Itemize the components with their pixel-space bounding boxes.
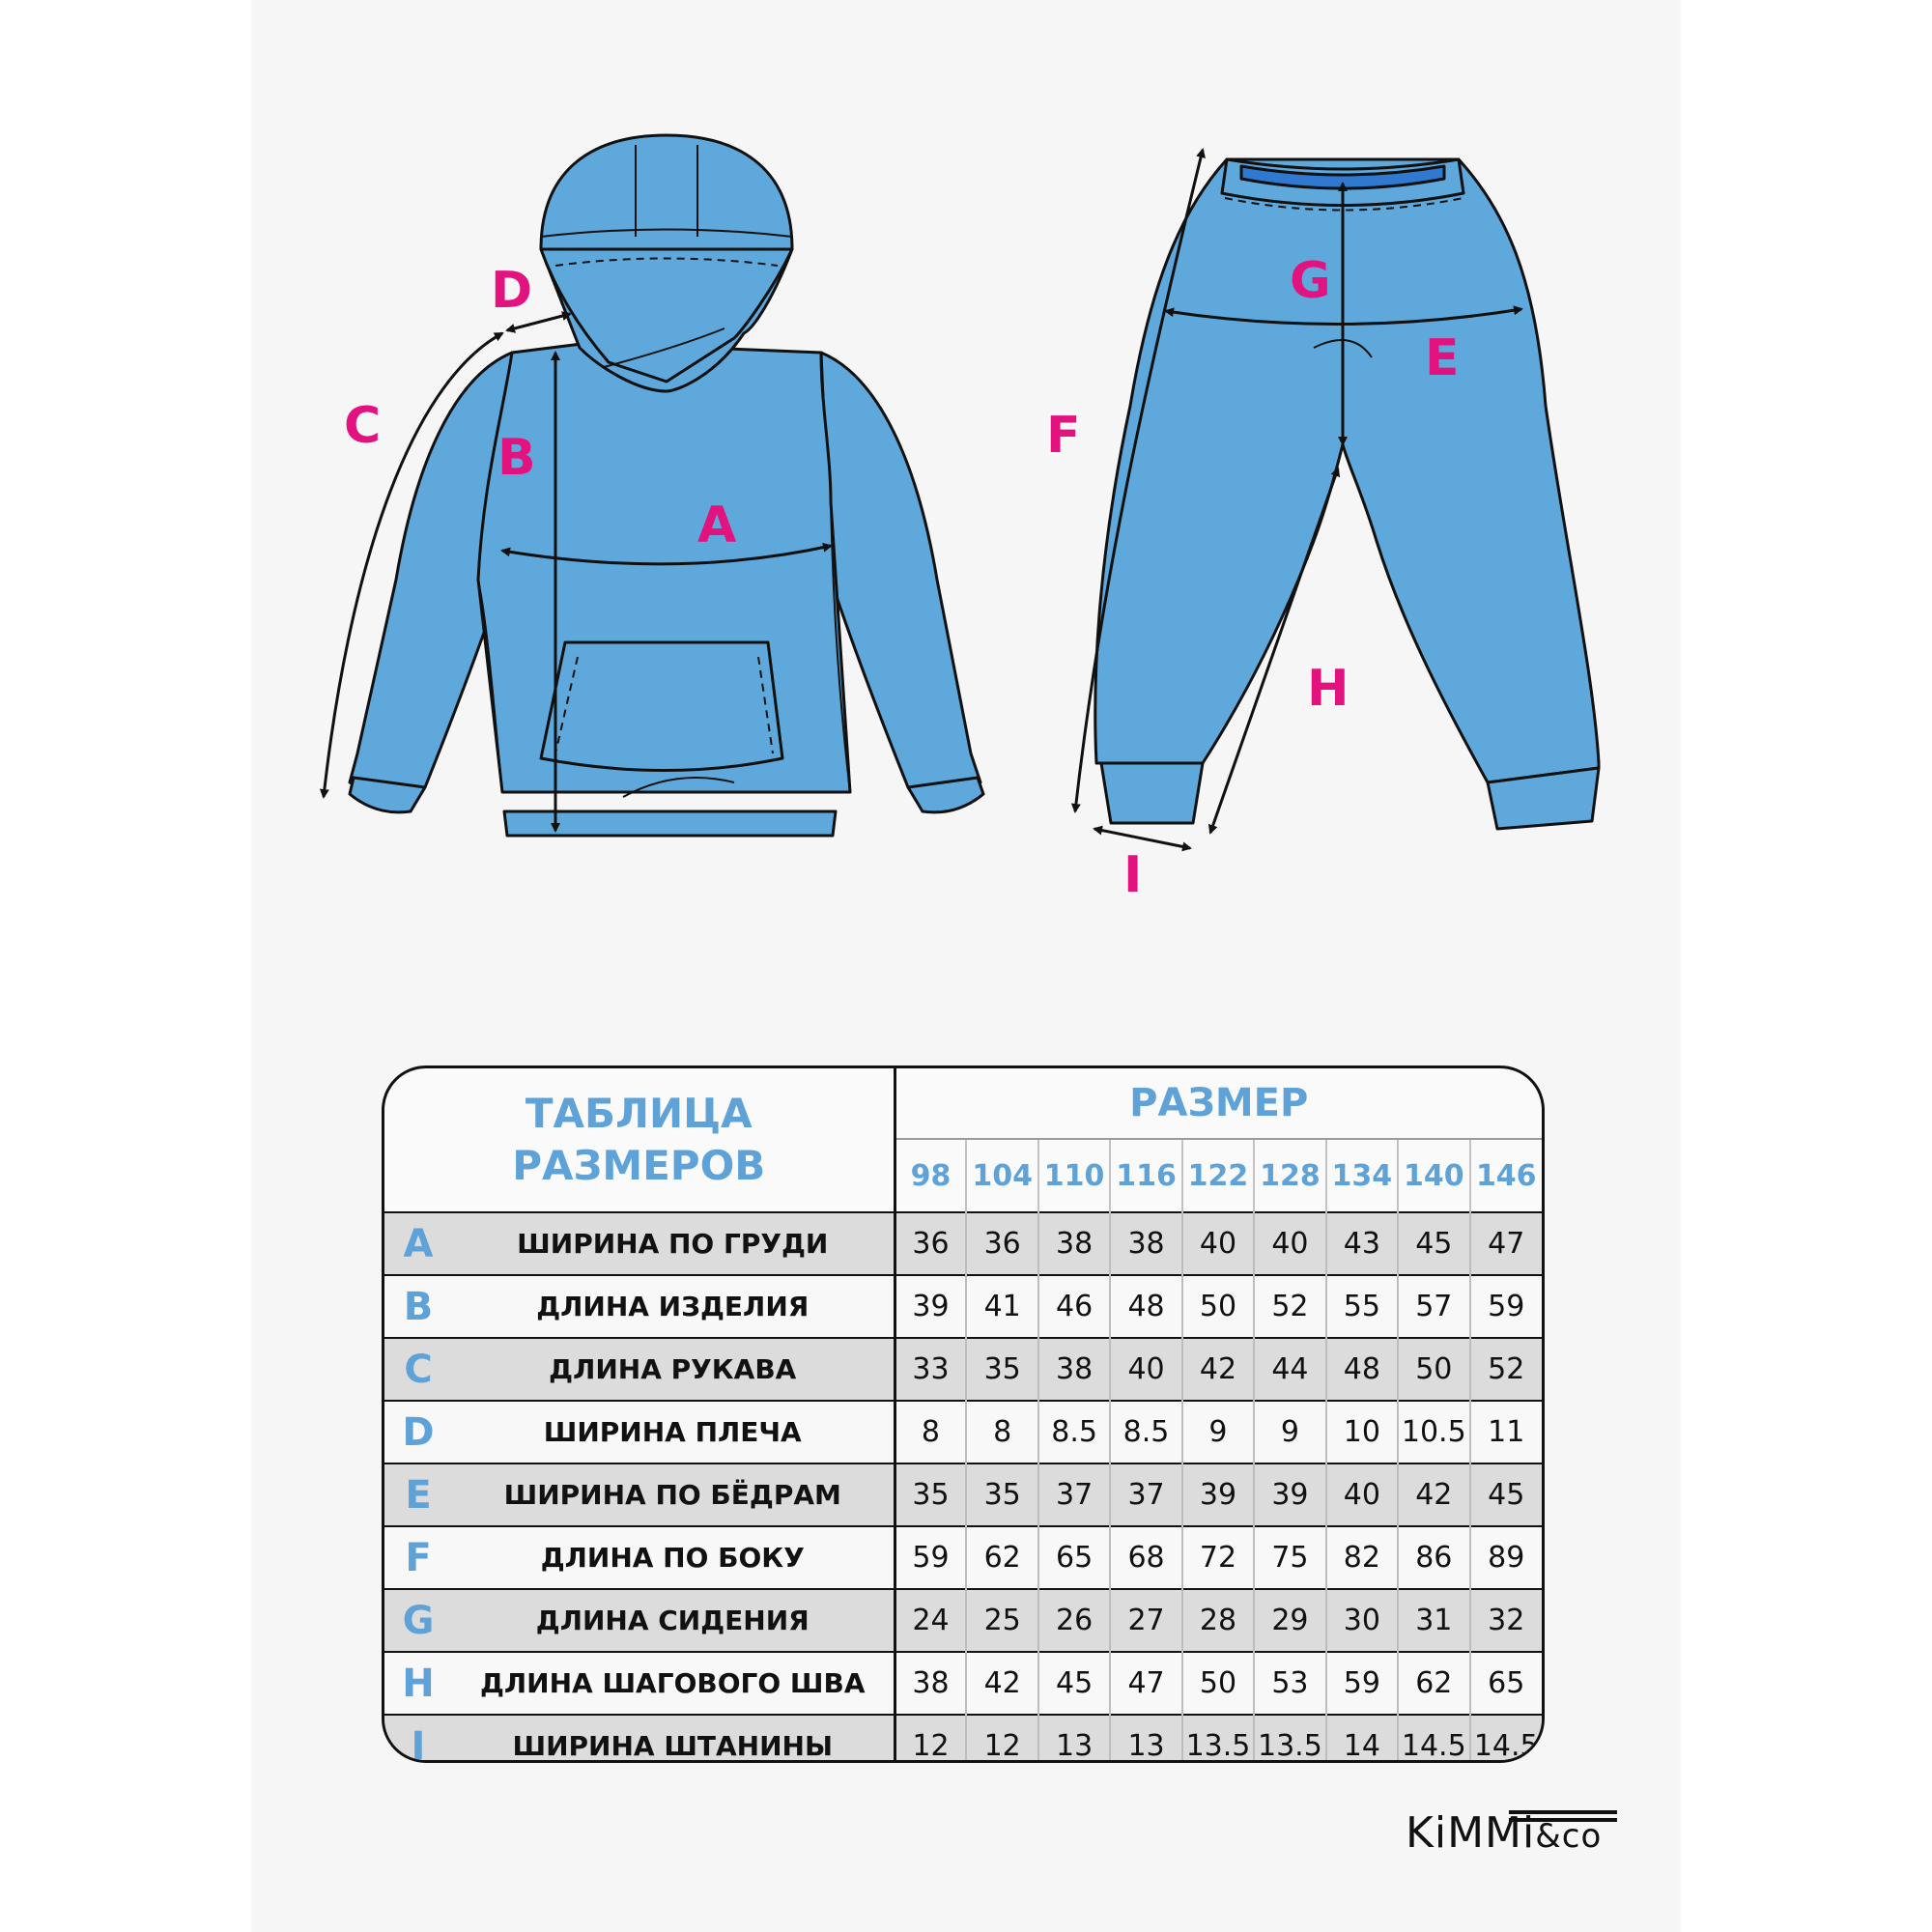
row-measurement-name: ШИРИНА ШТАНИНЫ <box>452 1715 895 1763</box>
row-value: 57 <box>1398 1275 1469 1338</box>
table-row <box>384 1401 1542 1463</box>
row-value: 32 <box>1470 1589 1543 1652</box>
row-letter: A <box>384 1212 452 1275</box>
row-value: 38 <box>895 1652 966 1715</box>
row-value: 36 <box>895 1212 966 1275</box>
row-value: 59 <box>1470 1275 1543 1338</box>
row-value: 37 <box>1110 1463 1181 1526</box>
row-value: 13.5 <box>1254 1715 1325 1763</box>
row-value: 10 <box>1326 1401 1398 1463</box>
row-value: 62 <box>1398 1652 1469 1715</box>
row-value: 26 <box>1038 1589 1110 1652</box>
row-value: 39 <box>1254 1463 1325 1526</box>
size-column-header: 128 <box>1254 1139 1325 1212</box>
size-column-header: 134 <box>1326 1139 1398 1212</box>
row-letter: B <box>384 1275 452 1338</box>
row-value: 12 <box>895 1715 966 1763</box>
row-value: 36 <box>966 1212 1037 1275</box>
row-value: 14 <box>1326 1715 1398 1763</box>
label-e: E <box>1425 329 1460 387</box>
row-letter: D <box>384 1401 452 1463</box>
table-row <box>384 1715 1542 1763</box>
row-value: 39 <box>1182 1463 1254 1526</box>
row-value: 52 <box>1254 1275 1325 1338</box>
row-measurement-name: ШИРИНА ПЛЕЧА <box>452 1401 895 1463</box>
row-measurement-name: ШИРИНА ПО ГРУДИ <box>452 1212 895 1275</box>
size-column-header: 122 <box>1182 1139 1254 1212</box>
size-column-header: 98 <box>895 1139 966 1212</box>
row-value: 29 <box>1254 1589 1325 1652</box>
table-row <box>384 1212 1542 1275</box>
table-row <box>384 1589 1542 1652</box>
row-value: 86 <box>1398 1526 1469 1589</box>
row-value: 52 <box>1470 1338 1543 1401</box>
hoodie-hem <box>504 811 836 836</box>
row-value: 40 <box>1182 1212 1254 1275</box>
row-value: 43 <box>1326 1212 1398 1275</box>
row-value: 48 <box>1110 1275 1181 1338</box>
row-value: 35 <box>966 1463 1037 1526</box>
row-value: 59 <box>895 1526 966 1589</box>
row-letter: G <box>384 1589 452 1652</box>
row-value: 37 <box>1038 1463 1110 1526</box>
row-value: 42 <box>1182 1338 1254 1401</box>
row-value: 13 <box>1110 1715 1181 1763</box>
row-measurement-name: ДЛИНА ИЗДЕЛИЯ <box>452 1275 895 1338</box>
row-measurement-name: ДЛИНА СИДЕНИЯ <box>452 1589 895 1652</box>
row-value: 72 <box>1182 1526 1254 1589</box>
row-value: 38 <box>1038 1212 1110 1275</box>
row-letter: E <box>384 1463 452 1526</box>
row-value: 11 <box>1470 1401 1543 1463</box>
size-column-header: 146 <box>1475 1158 1537 1193</box>
label-a: A <box>697 497 737 554</box>
label-g: G <box>1290 252 1331 310</box>
hoodie-drawing <box>350 135 983 836</box>
row-value: 53 <box>1254 1652 1325 1715</box>
row-value: 12 <box>966 1715 1037 1763</box>
row-value: 48 <box>1326 1338 1398 1401</box>
row-value: 47 <box>1470 1212 1543 1275</box>
table-row <box>384 1338 1542 1401</box>
row-value: 10.5 <box>1398 1401 1469 1463</box>
label-h: H <box>1307 660 1350 718</box>
row-value: 47 <box>1110 1652 1181 1715</box>
row-value: 44 <box>1254 1338 1325 1401</box>
row-measurement-name: ДЛИНА ПО БОКУ <box>452 1526 895 1589</box>
size-table-grid <box>384 1068 1542 1763</box>
row-value: 50 <box>1182 1652 1254 1715</box>
row-value: 50 <box>1182 1275 1254 1338</box>
row-value: 55 <box>1326 1275 1398 1338</box>
row-letter: H <box>384 1652 452 1715</box>
row-value: 45 <box>1470 1463 1543 1526</box>
row-value: 25 <box>966 1589 1037 1652</box>
row-value: 9 <box>1254 1401 1325 1463</box>
pants-left-cuff <box>1101 763 1203 823</box>
row-value: 33 <box>895 1338 966 1401</box>
label-i: I <box>1123 846 1143 904</box>
row-value: 35 <box>895 1463 966 1526</box>
row-value: 9 <box>1182 1401 1254 1463</box>
size-table <box>382 1065 1545 1763</box>
row-value: 50 <box>1398 1338 1469 1401</box>
row-value: 35 <box>966 1338 1037 1401</box>
row-value: 13.5 <box>1182 1715 1254 1763</box>
row-value: 42 <box>1398 1463 1469 1526</box>
row-value: 8 <box>895 1401 966 1463</box>
row-letter: C <box>384 1338 452 1401</box>
row-value: 59 <box>1326 1652 1398 1715</box>
table-title-line2: РАЗМЕРОВ <box>512 1142 766 1189</box>
row-value: 39 <box>895 1275 966 1338</box>
row-value: 40 <box>1326 1463 1398 1526</box>
table-row <box>384 1463 1542 1526</box>
brand-name: KiMMi <box>1406 1808 1536 1858</box>
size-header: РАЗМЕР <box>895 1068 1542 1139</box>
row-value: 38 <box>1038 1338 1110 1401</box>
table-title-line1: ТАБЛИЦА <box>525 1090 753 1137</box>
label-f: F <box>1046 407 1081 465</box>
label-c: C <box>344 397 382 455</box>
size-column-header: 116 <box>1110 1139 1181 1212</box>
row-value: 13 <box>1038 1715 1110 1763</box>
table-row <box>384 1275 1542 1338</box>
table-row <box>384 1526 1542 1589</box>
row-value: 62 <box>966 1526 1037 1589</box>
size-column-header: 140 <box>1398 1139 1469 1212</box>
brand-suffix: &co <box>1535 1817 1603 1856</box>
row-value: 30 <box>1326 1589 1398 1652</box>
row-value: 24 <box>895 1589 966 1652</box>
table-title <box>384 1068 895 1212</box>
row-value: 28 <box>1182 1589 1254 1652</box>
row-value: 45 <box>1038 1652 1110 1715</box>
row-value: 40 <box>1110 1338 1181 1401</box>
row-value: 27 <box>1110 1589 1181 1652</box>
row-value: 8.5 <box>1110 1401 1181 1463</box>
brand-logo <box>1406 1808 1602 1858</box>
row-letter: F <box>384 1526 452 1589</box>
table-body <box>384 1212 1542 1763</box>
pants-drawing <box>1095 159 1599 829</box>
row-value: 8.5 <box>1038 1401 1110 1463</box>
row-letter: I <box>384 1715 452 1763</box>
row-value: 45 <box>1398 1212 1469 1275</box>
table-row <box>384 1652 1542 1715</box>
row-value: 82 <box>1326 1526 1398 1589</box>
row-value: 65 <box>1038 1526 1110 1589</box>
row-value: 46 <box>1038 1275 1110 1338</box>
row-value: 38 <box>1110 1212 1181 1275</box>
row-value: 75 <box>1254 1526 1325 1589</box>
row-value: 65 <box>1470 1652 1543 1715</box>
size-column-header: 104 <box>966 1139 1037 1212</box>
size-column-header: 110 <box>1038 1139 1110 1212</box>
row-value: 14.5 <box>1470 1715 1543 1763</box>
row-value: 40 <box>1254 1212 1325 1275</box>
row-measurement-name: ШИРИНА ПО БЁДРАМ <box>452 1463 895 1526</box>
row-value: 31 <box>1398 1589 1469 1652</box>
label-b: B <box>497 429 536 487</box>
row-value: 14.5 <box>1398 1715 1469 1763</box>
row-value: 42 <box>966 1652 1037 1715</box>
row-measurement-name: ДЛИНА ШАГОВОГО ШВА <box>452 1652 895 1715</box>
row-value: 8 <box>966 1401 1037 1463</box>
row-measurement-name: ДЛИНА РУКАВА <box>452 1338 895 1401</box>
row-value: 89 <box>1470 1526 1543 1589</box>
row-value: 41 <box>966 1275 1037 1338</box>
label-d: D <box>491 262 533 320</box>
row-value: 68 <box>1110 1526 1181 1589</box>
